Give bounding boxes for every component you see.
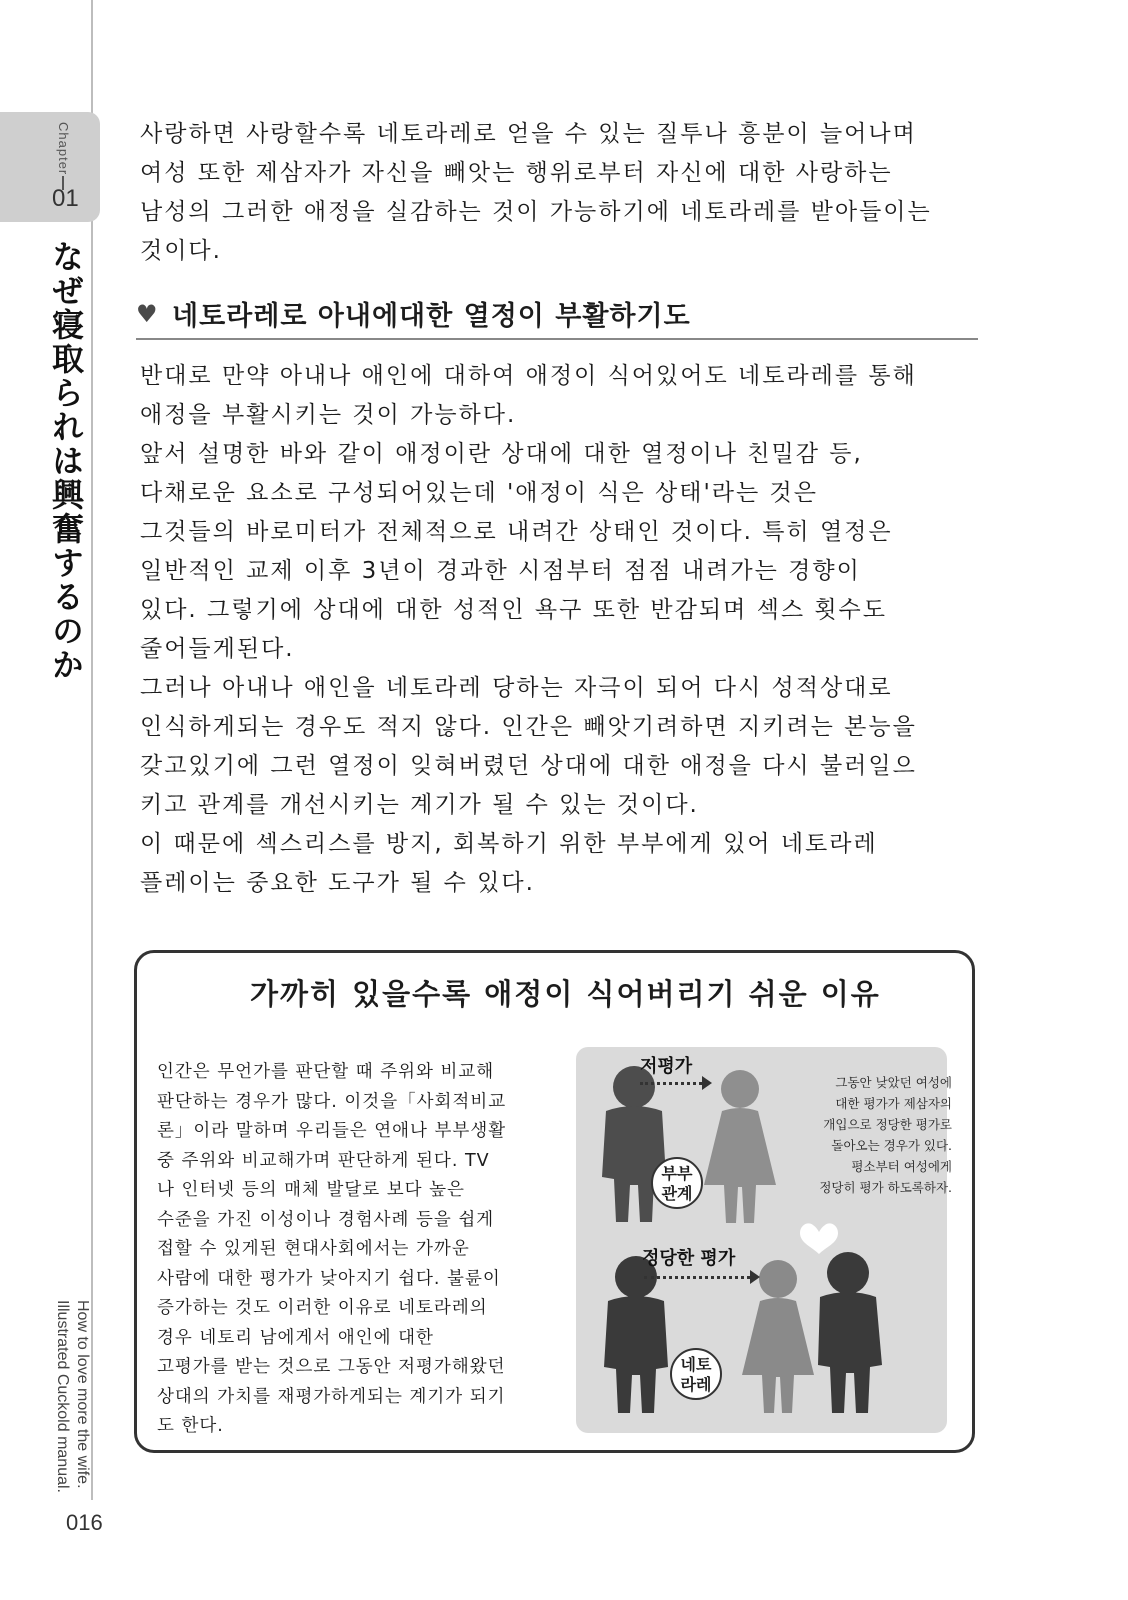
text-line: 중 주위와 비교해가며 판단하게 된다. TV — [157, 1150, 490, 1171]
text-line: 접할 수 있게된 현대사회에서는 가까운 — [157, 1239, 470, 1259]
note-line: 개입으로 정당한 평가로 — [823, 1117, 952, 1132]
text-line: 일반적인 교제 이후 3년이 경과한 시점부터 점점 내려가는 경향이 — [140, 558, 861, 584]
male-figure-icon — [818, 1252, 882, 1413]
badge-line: 부부 — [661, 1164, 693, 1183]
arrow-dotted-line — [640, 1082, 702, 1085]
chapter-label: Chapter — [56, 122, 71, 176]
arrow-right-icon — [702, 1076, 712, 1090]
book-title-line1: How to love more the wife. — [74, 1300, 91, 1489]
text-line: 있다. 그렇기에 상대에 대한 성적인 욕구 또한 반감되며 섹스 횟수도 — [140, 597, 887, 623]
book-title-line2: Illustrated Cuckold manual. — [54, 1300, 71, 1493]
book-title-en — [52, 1300, 92, 1493]
arrow-dotted-line — [644, 1276, 750, 1279]
male-figure-icon — [604, 1256, 668, 1413]
note-line: 대한 평가가 제삼자의 — [835, 1096, 952, 1111]
diagram-note — [762, 1072, 952, 1198]
netorare-circle-badge — [670, 1348, 722, 1400]
text-line: 키고 관계를 개선시키는 계기가 될 수 있는 것이다. — [140, 792, 699, 818]
text-line: 갖고있기에 그런 열정이 잊혀버렸던 상대에 대한 애정을 다시 불러일으 — [140, 753, 917, 779]
arrow-right-icon — [750, 1270, 760, 1284]
section-heading-text: 네토라레로 아내에대한 열정이 부활하기도 — [172, 301, 691, 332]
text-line: 이 때문에 섹스리스를 방지, 회복하기 위한 부부에게 있어 네토라레 — [140, 831, 878, 857]
text-line: 플레이는 중요한 도구가 될 수 있다. — [140, 870, 535, 896]
info-box-title: 가까히 있을수록 애정이 식어버리기 쉬운 이유 — [250, 977, 881, 1011]
text-line: 사람에 대한 평가가 낮아지기 쉽다. 불륜이 — [157, 1268, 501, 1289]
text-line: 도 한다. — [157, 1416, 224, 1436]
text-line: 판단하는 경우가 많다. 이것을「사회적비교 — [157, 1091, 507, 1112]
heart-icon: ♥ — [136, 300, 158, 328]
marriage-circle-badge — [651, 1157, 703, 1209]
section-body — [140, 357, 990, 903]
text-line: 애정을 부활시키는 것이 가능하다. — [140, 402, 517, 428]
note-line: 돌아오는 경우가 있다. — [831, 1138, 952, 1153]
text-line: 상대의 가치를 재평가하게되는 계기가 되기 — [157, 1386, 506, 1407]
badge-line: 라레 — [680, 1375, 712, 1394]
note-line: 정당히 평가 하도록하자. — [819, 1180, 952, 1195]
text-line: 그것들의 바로미터가 전체적으로 내려간 상태인 것이다. 특히 열정은 — [140, 519, 893, 545]
section-heading — [136, 292, 978, 340]
text-line: 여성 또한 제삼자가 자신을 빼앗는 행위로부터 자신에 대한 사랑하는 — [140, 160, 893, 186]
note-line: 평소부터 여성에게 — [851, 1159, 952, 1174]
text-line: 것이다. — [140, 238, 222, 264]
fair-evaluation-label: 정당한 평가 — [642, 1248, 736, 1269]
text-line: 인간은 무언가를 판단할 때 주위와 비교해 — [157, 1062, 495, 1082]
text-line: 남성의 그러한 애정을 실감하는 것이 가능하기에 네토라레를 받아들이는 — [140, 199, 932, 225]
text-line: 사랑하면 사랑할수록 네토라레로 얻을 수 있는 질투나 흥분이 늘어나며 — [140, 121, 917, 147]
text-line: 반대로 만약 아내나 애인에 대하여 애정이 식어있어도 네토라레를 통해 — [140, 363, 917, 389]
text-line: 증가하는 것도 이러한 이유로 네토라레의 — [157, 1298, 488, 1318]
info-box-text — [157, 1058, 567, 1442]
note-line: 그동안 낮았던 여성에 — [835, 1075, 952, 1090]
chapter-title-jp: なぜ寝取られは興奮するのか — [47, 240, 85, 682]
intro-paragraph — [140, 115, 990, 271]
page-number: 016 — [66, 1510, 103, 1535]
heart-icon — [800, 1223, 838, 1254]
text-line: 인식하게되는 경우도 적지 않다. 인간은 빼앗기려하면 지키려는 본능을 — [140, 714, 917, 740]
text-line: 줄어들게된다. — [140, 636, 295, 662]
text-line: 론」이라 말하며 우리들은 연애나 부부생활 — [157, 1121, 507, 1141]
text-line: 수준을 가진 이성이나 경험사례 등을 쉽게 — [157, 1209, 495, 1230]
margin-rule — [91, 0, 93, 1500]
text-line: 고평가를 받는 것으로 그동안 저평가해왔던 — [157, 1357, 506, 1377]
low-evaluation-label: 저평가 — [640, 1056, 693, 1077]
text-line: 나 인터넷 등의 매체 발달로 보다 높은 — [157, 1180, 465, 1200]
badge-line: 네토 — [680, 1355, 712, 1374]
chapter-tab — [0, 112, 100, 222]
badge-line: 관계 — [661, 1184, 693, 1203]
text-line: 앞서 설명한 바와 같이 애정이란 상대에 대한 열정이나 친밀감 등, — [140, 441, 863, 467]
chapter-number: 01 — [52, 185, 79, 212]
text-line: 경우 네토리 남에게서 애인에 대한 — [157, 1327, 434, 1348]
text-line: 그러나 아내나 애인을 네토라레 당하는 자극이 되어 다시 성적상대로 — [140, 675, 893, 701]
text-line: 다채로운 요소로 구성되어있는데 '애정이 식은 상태'라는 것은 — [140, 480, 818, 506]
